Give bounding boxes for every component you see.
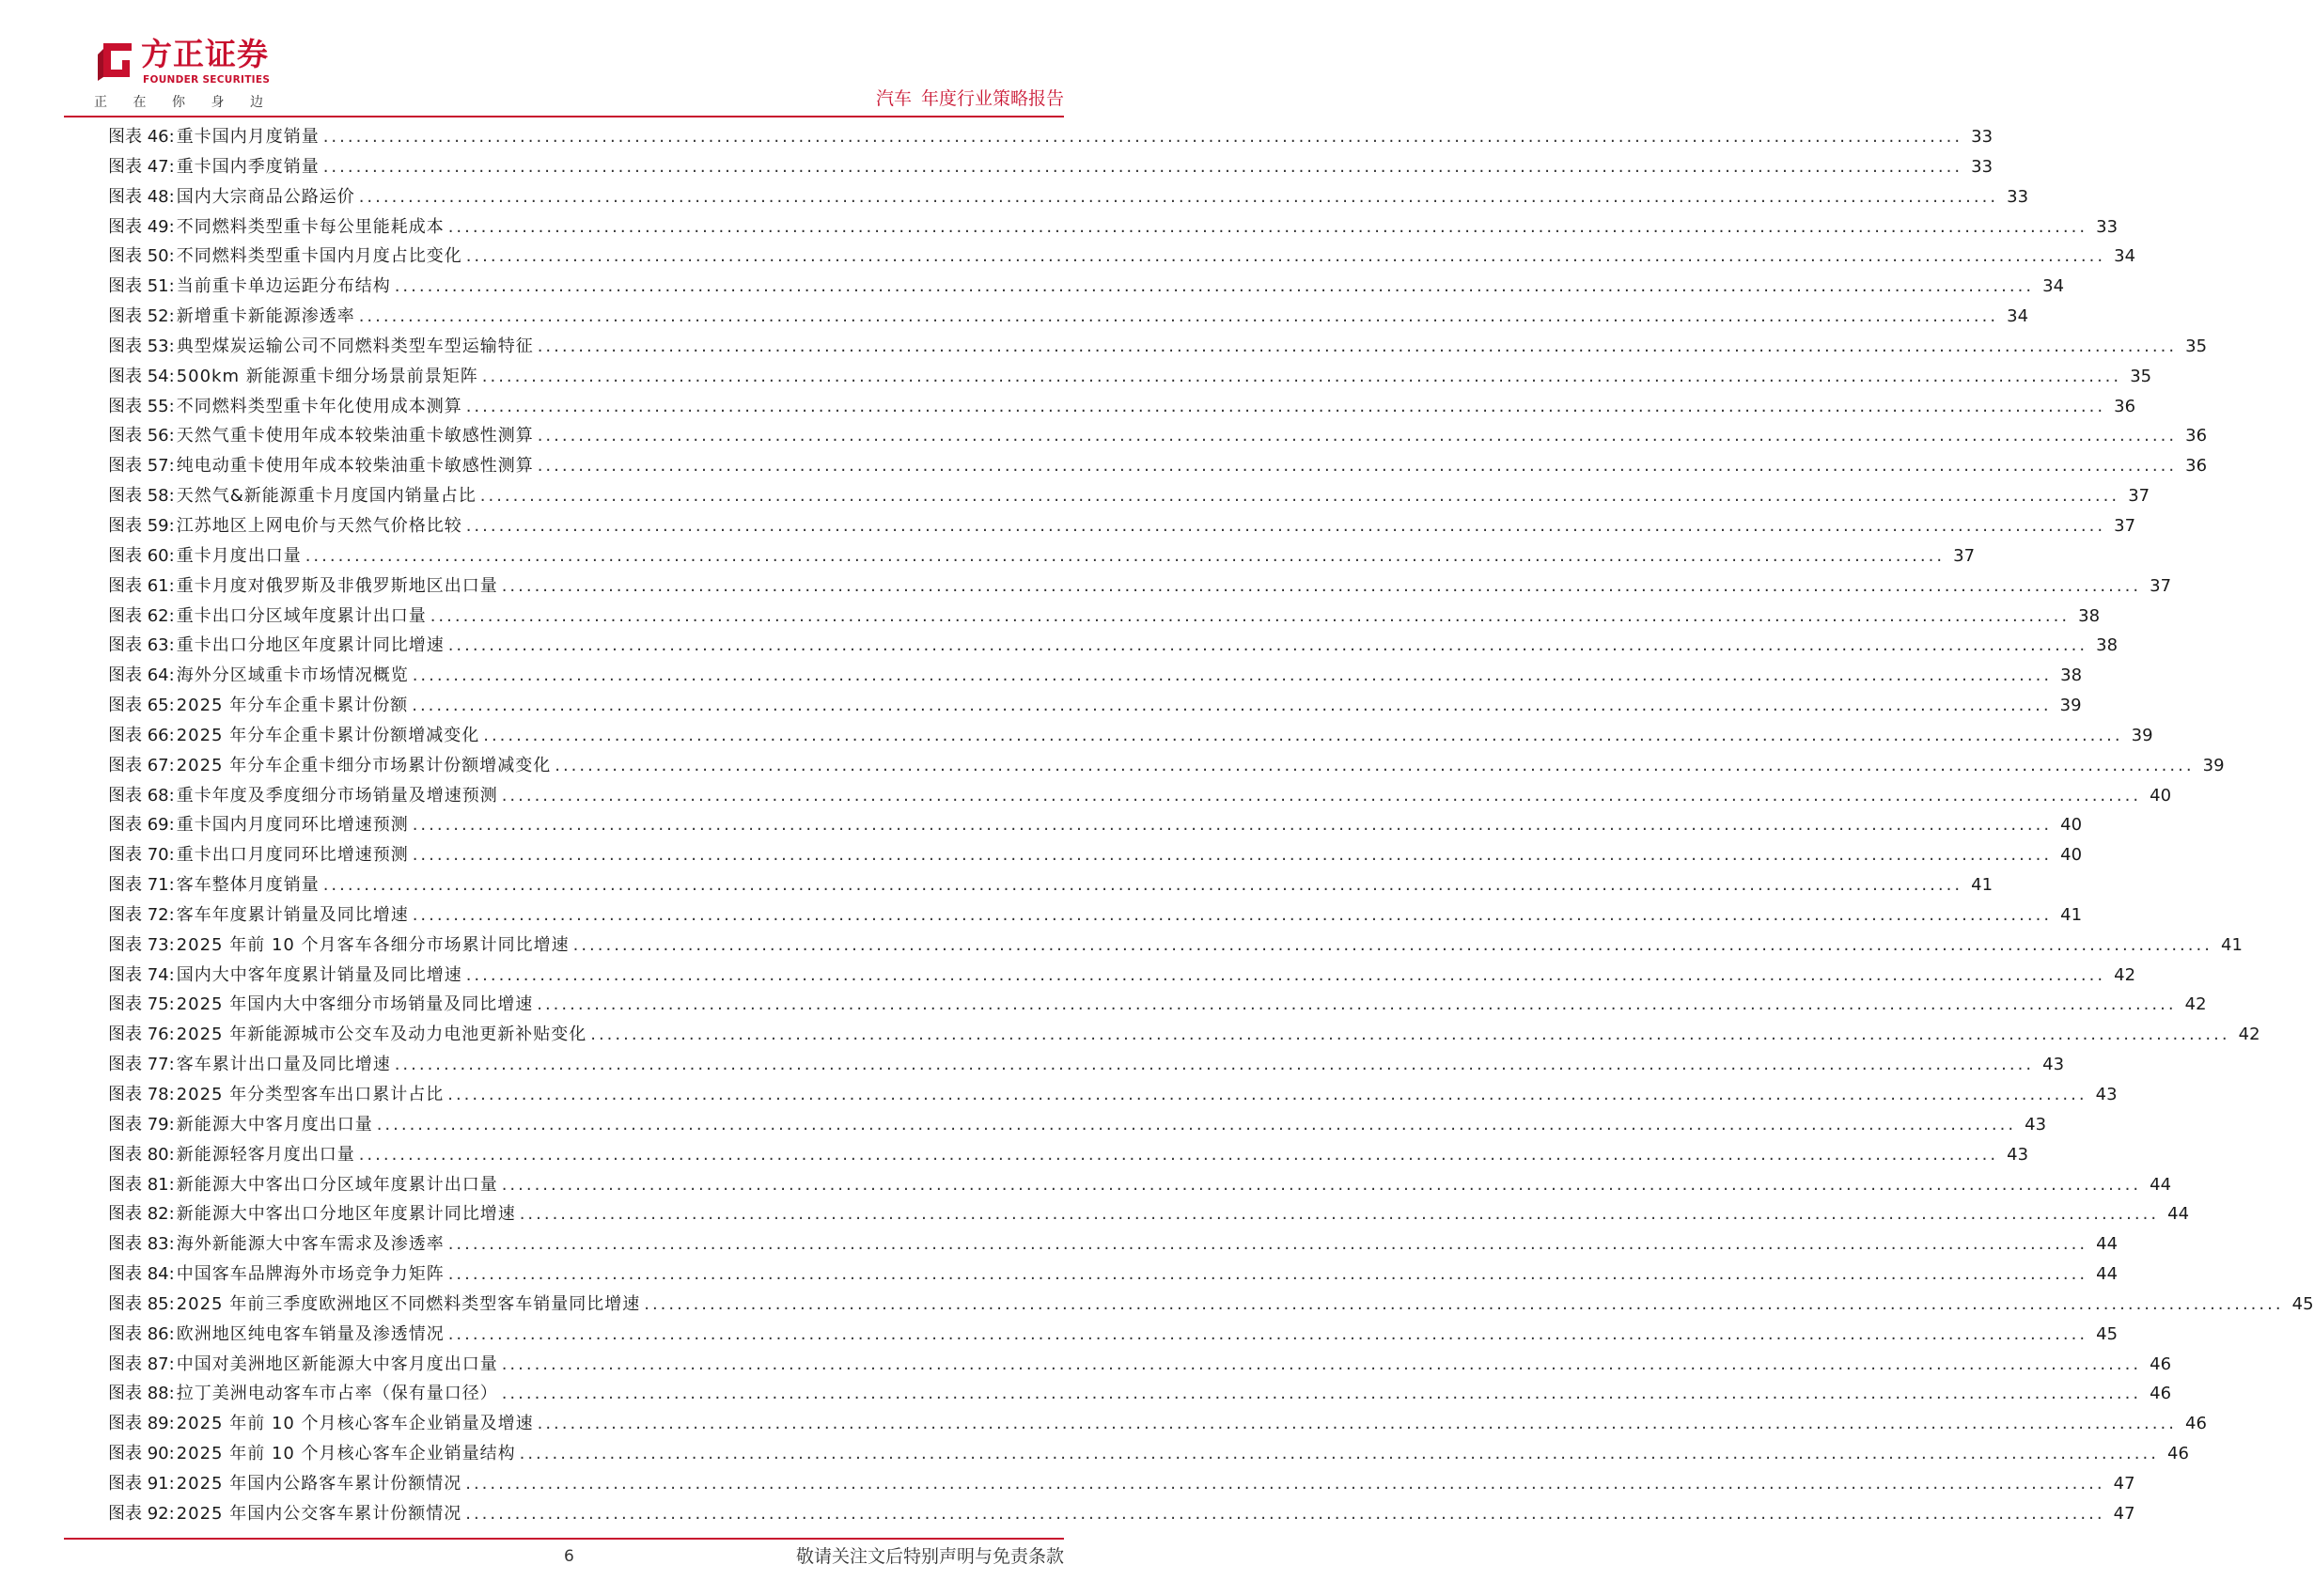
toc-entry-label: 图表 70: xyxy=(108,845,175,866)
toc-entry[interactable] xyxy=(108,1080,2118,1110)
toc-entry-title: 2025 年分车企重卡细分市场累计份额增减变化 xyxy=(176,755,552,775)
toc-entry-title: 客车整体月度销量 xyxy=(176,875,320,896)
toc-entry[interactable] xyxy=(108,631,2119,661)
toc-entry-page: 42 xyxy=(2184,994,2207,1015)
toc-entry-page: 46 xyxy=(2150,1384,2172,1404)
toc-leader-dots: ........................................................................................................................................................................................................ xyxy=(447,1264,2088,1285)
toc-leader-dots: ........................................................................................................................................................................................................ xyxy=(447,1234,2088,1255)
toc-entry[interactable] xyxy=(108,1020,2260,1050)
toc-leader-dots: ........................................................................................................................................................................................................ xyxy=(412,696,2052,716)
toc-entry-label: 图表 61: xyxy=(108,575,175,596)
toc-entry[interactable] xyxy=(108,810,2083,840)
toc-entry-page: 39 xyxy=(2131,725,2153,745)
toc-leader-dots: ........................................................................................................................................................................................................ xyxy=(519,1444,2159,1464)
toc-entry-title: 500km 新能源重卡细分场景前景矩阵 xyxy=(176,366,478,386)
slogan-char: 身 xyxy=(211,95,225,110)
toc-entry-title: 中国对美洲地区新能源大中客月度出口量 xyxy=(176,1353,498,1374)
toc-leader-dots: ........................................................................................................................................................................................................ xyxy=(465,1503,2105,1524)
toc-entry-page: 41 xyxy=(2221,934,2243,955)
toc-entry-title: 2025 年国内公交客车累计份额情况 xyxy=(176,1503,462,1524)
toc-entry[interactable] xyxy=(108,421,2208,451)
toc-entry-page: 40 xyxy=(2150,785,2172,806)
toc-entry-title: 重卡国内月度同环比增速预测 xyxy=(176,815,409,836)
toc-entry-title: 国内大中客年度累计销量及同比增速 xyxy=(176,964,462,985)
toc-entry-title: 当前重卡单边运距分布结构 xyxy=(176,276,391,297)
toc-entry-page: 43 xyxy=(2095,1085,2118,1104)
toc-entry-page: 43 xyxy=(2042,1055,2065,1075)
toc-entry-page: 36 xyxy=(2185,456,2208,477)
page-number: 6 xyxy=(564,1547,574,1566)
toc-entry-label: 图表 51: xyxy=(108,276,175,297)
toc-entry[interactable] xyxy=(108,1290,2314,1320)
toc-entry-title: 客车年度累计销量及同比增速 xyxy=(176,904,409,925)
toc-entry-label: 图表 80: xyxy=(108,1144,175,1165)
toc-entry-page: 47 xyxy=(2113,1503,2135,1524)
toc-entry-title: 2025 年分类型客车出口累计占比 xyxy=(176,1085,445,1104)
toc-entry-label: 图表 58: xyxy=(108,486,175,507)
slogan-char: 在 xyxy=(133,95,147,110)
toc-leader-dots: ........................................................................................................................................................................................................ xyxy=(537,336,2178,356)
toc-entry[interactable] xyxy=(108,1439,2189,1469)
toc-leader-dots: ........................................................................................................................................................................................................ xyxy=(322,156,1963,177)
toc-leader-dots: ........................................................................................................................................................................................................ xyxy=(501,575,2142,596)
toc-leader-dots: ........................................................................................................................................................................................................ xyxy=(394,276,2035,297)
report-type-label: 年度行业策略报告 xyxy=(920,88,1064,109)
toc-entry-page: 44 xyxy=(2096,1264,2119,1285)
toc-entry-page: 44 xyxy=(2167,1204,2190,1225)
toc-leader-dots: ........................................................................................................................................................................................................ xyxy=(501,785,2142,806)
toc-entry-page: 33 xyxy=(2096,216,2119,237)
toc-entry-label: 图表 71: xyxy=(108,875,175,896)
toc-entry[interactable] xyxy=(108,961,2136,991)
toc-leader-dots: ........................................................................................................................................................................................................ xyxy=(572,934,2212,955)
toc-entry-label: 图表 73: xyxy=(108,934,175,955)
toc-leader-dots: ........................................................................................................................................................................................................ xyxy=(376,1114,2017,1134)
toc-entry-page: 42 xyxy=(2114,964,2136,985)
toc-leader-dots: ........................................................................................................................................................................................................ xyxy=(447,1085,2087,1104)
toc-leader-dots: ........................................................................................................................................................................................................ xyxy=(358,306,1999,327)
toc-entry[interactable] xyxy=(108,1350,2172,1380)
toc-entry[interactable] xyxy=(108,1499,2135,1529)
toc-entry[interactable] xyxy=(108,1050,2065,1080)
toc-entry-page: 41 xyxy=(1971,875,1993,896)
toc-entry-label: 图表 78: xyxy=(108,1085,175,1104)
toc-entry-title: 2025 年国内大中客细分市场销量及同比增速 xyxy=(176,994,534,1015)
toc-entry[interactable] xyxy=(108,272,2065,302)
toc-leader-dots: ........................................................................................................................................................................................................ xyxy=(465,246,2106,267)
toc-entry-label: 图表 54: xyxy=(108,366,175,386)
toc-entry[interactable] xyxy=(108,511,2136,541)
toc-entry-page: 38 xyxy=(2060,665,2083,686)
toc-entry-page: 41 xyxy=(2060,904,2083,925)
footer-divider xyxy=(64,1538,1064,1540)
toc-entry-label: 图表 91: xyxy=(108,1473,175,1494)
toc-entry-title: 新能源大中客出口分地区年度累计同比增速 xyxy=(176,1204,516,1225)
toc-entry-page: 43 xyxy=(2025,1114,2047,1134)
toc-entry-page: 37 xyxy=(2128,486,2150,507)
toc-entry-label: 图表 52: xyxy=(108,306,175,327)
toc-entry-title: 重卡出口月度同环比增速预测 xyxy=(176,845,409,866)
toc-entry-title: 2025 年国内公路客车累计份额情况 xyxy=(176,1473,462,1494)
toc-entry-label: 图表 89: xyxy=(108,1414,175,1434)
slogan-char: 你 xyxy=(172,95,185,110)
toc-leader-dots: ........................................................................................................................................................................................................ xyxy=(483,725,2123,745)
toc-entry-title: 重卡国内月度销量 xyxy=(176,127,320,147)
page-header xyxy=(0,0,1128,122)
toc-entry-label: 图表 65: xyxy=(108,696,175,716)
toc-leader-dots: ........................................................................................................................................................................................................ xyxy=(447,216,2088,237)
toc-entry-page: 37 xyxy=(2150,575,2172,596)
toc-entry-label: 图表 49: xyxy=(108,216,175,237)
toc-entry[interactable] xyxy=(108,1379,2172,1409)
toc-entry-title: 重卡月度出口量 xyxy=(176,545,302,566)
toc-entry-label: 图表 72: xyxy=(108,904,175,925)
toc-entry-page: 40 xyxy=(2060,845,2083,866)
toc-entry-label: 图表 62: xyxy=(108,605,175,626)
toc-entry-title: 2025 年新能源城市公交车及动力电池更新补贴变化 xyxy=(176,1025,587,1045)
toc-entry-title: 拉丁美洲电动客车市占率（保有量口径） xyxy=(176,1384,498,1404)
toc-entry-page: 47 xyxy=(2113,1473,2135,1494)
toc-leader-dots: ........................................................................................................................................................................................................ xyxy=(322,127,1963,147)
slogan-char: 正 xyxy=(94,95,107,110)
toc-entry[interactable] xyxy=(108,392,2136,422)
toc-entry-title: 重卡出口分地区年度累计同比增速 xyxy=(176,635,445,656)
toc-leader-dots: ........................................................................................................................................................................................................ xyxy=(537,426,2178,446)
toc-entry-page: 36 xyxy=(2114,396,2136,416)
toc-entry-title: 海外分区域重卡市场情况概览 xyxy=(176,665,409,686)
founder-logo-icon xyxy=(94,38,137,83)
toc-leader-dots: ........................................................................................................................................................................................................ xyxy=(555,755,2195,775)
toc-entry-title: 天然气&新能源重卡月度国内销量占比 xyxy=(176,486,477,507)
toc-entry-label: 图表 47: xyxy=(108,156,175,177)
toc-entry-label: 图表 90: xyxy=(108,1444,175,1464)
toc-entry-title: 欧洲地区纯电客车销量及渗透情况 xyxy=(176,1323,445,1344)
toc-entry[interactable] xyxy=(108,840,2083,870)
toc-entry-page: 33 xyxy=(1971,127,1993,147)
toc-leader-dots: ........................................................................................................................................................................................................ xyxy=(358,186,1999,207)
toc-leader-dots: ........................................................................................................................................................................................................ xyxy=(430,605,2071,626)
toc-entry[interactable] xyxy=(108,721,2153,751)
toc-entry-label: 图表 55: xyxy=(108,396,175,416)
toc-entry-label: 图表 84: xyxy=(108,1264,175,1285)
toc-entry-label: 图表 46: xyxy=(108,127,175,147)
toc-leader-dots: ........................................................................................................................................................................................................ xyxy=(358,1144,1999,1165)
toc-entry[interactable] xyxy=(108,212,2119,243)
toc-entry[interactable] xyxy=(108,661,2083,691)
toc-entry-page: 39 xyxy=(2059,696,2082,716)
toc-entry-label: 图表 81: xyxy=(108,1174,175,1195)
table-of-figures xyxy=(108,122,2314,1529)
toc-entry-title: 重卡年度及季度细分市场销量及增速预测 xyxy=(176,785,498,806)
toc-entry-label: 图表 57: xyxy=(108,456,175,477)
toc-entry-title: 重卡出口分区域年度累计出口量 xyxy=(176,605,427,626)
toc-entry-label: 图表 86: xyxy=(108,1323,175,1344)
toc-entry[interactable] xyxy=(108,900,2083,931)
toc-leader-dots: ........................................................................................................................................................................................................ xyxy=(501,1384,2142,1404)
toc-entry[interactable] xyxy=(108,931,2243,961)
toc-entry-label: 图表 59: xyxy=(108,515,175,536)
disclaimer-note: 敬请关注文后特别声明与免责条款 xyxy=(795,1546,1064,1567)
toc-entry-title: 2025 年前 10 个月客车各细分市场累计同比增速 xyxy=(176,934,570,955)
toc-entry-page: 38 xyxy=(2096,635,2119,656)
toc-leader-dots: ........................................................................................................................................................................................................ xyxy=(465,515,2106,536)
toc-entry-label: 图表 56: xyxy=(108,426,175,446)
toc-entry-page: 38 xyxy=(2078,605,2101,626)
toc-entry-label: 图表 64: xyxy=(108,665,175,686)
toc-entry[interactable] xyxy=(108,332,2208,362)
toc-leader-dots: ........................................................................................................................................................................................................ xyxy=(447,1323,2088,1344)
toc-entry-label: 图表 53: xyxy=(108,336,175,356)
toc-entry[interactable] xyxy=(108,1110,2047,1140)
toc-leader-dots: ........................................................................................................................................................................................................ xyxy=(394,1055,2035,1075)
toc-entry[interactable] xyxy=(108,1320,2119,1350)
toc-entry-label: 图表 67: xyxy=(108,755,175,775)
toc-entry-title: 不同燃料类型重卡每公里能耗成本 xyxy=(176,216,445,237)
toc-entry-label: 图表 88: xyxy=(108,1384,175,1404)
toc-entry-title: 天然气重卡使用年成本较柴油重卡敏感性测算 xyxy=(176,426,534,446)
toc-entry-page: 37 xyxy=(2114,515,2136,536)
toc-leader-dots: ........................................................................................................................................................................................................ xyxy=(590,1025,2230,1045)
toc-entry[interactable] xyxy=(108,362,2152,392)
toc-leader-dots: ........................................................................................................................................................................................................ xyxy=(412,845,2053,866)
toc-entry[interactable] xyxy=(108,1140,2029,1170)
toc-entry-page: 42 xyxy=(2238,1025,2260,1045)
toc-entry-title: 新能源轻客月度出口量 xyxy=(176,1144,355,1165)
toc-entry-page: 33 xyxy=(1971,156,1993,177)
toc-entry-title: 2025 年前 10 个月核心客车企业销量及增速 xyxy=(176,1414,534,1434)
toc-entry-title: 不同燃料类型重卡国内月度占比变化 xyxy=(176,246,462,267)
toc-entry-title: 纯电动重卡使用年成本较柴油重卡敏感性测算 xyxy=(176,456,534,477)
toc-entry[interactable] xyxy=(108,781,2172,811)
toc-entry-title: 客车累计出口量及同比增速 xyxy=(176,1055,391,1075)
logo-english-name: FOUNDER SECURITIES xyxy=(143,74,271,86)
logo-chinese-name: 方正证券 xyxy=(141,36,269,72)
toc-entry[interactable] xyxy=(108,1409,2207,1439)
toc-entry[interactable] xyxy=(108,541,1976,571)
toc-leader-dots: ........................................................................................................................................................................................................ xyxy=(537,994,2177,1015)
toc-leader-dots: ........................................................................................................................................................................................................ xyxy=(412,904,2053,925)
toc-entry-title: 2025 年分车企重卡累计份额 xyxy=(176,696,409,716)
toc-entry-page: 43 xyxy=(2007,1144,2029,1165)
toc-leader-dots: ........................................................................................................................................................................................................ xyxy=(465,964,2106,985)
toc-entry[interactable] xyxy=(108,1170,2172,1200)
toc-entry-title: 江苏地区上网电价与天然气价格比较 xyxy=(176,515,462,536)
toc-leader-dots: ........................................................................................................................................................................................................ xyxy=(501,1353,2142,1374)
toc-entry[interactable] xyxy=(108,122,1993,152)
toc-entry[interactable] xyxy=(108,751,2225,781)
toc-entry-page: 40 xyxy=(2060,815,2083,836)
toc-entry-page: 39 xyxy=(2202,755,2225,775)
toc-entry-label: 图表 77: xyxy=(108,1055,175,1075)
toc-entry-label: 图表 92: xyxy=(108,1503,175,1524)
toc-entry-page: 33 xyxy=(2007,186,2029,207)
toc-entry-page: 45 xyxy=(2096,1323,2119,1344)
toc-entry[interactable] xyxy=(108,602,2101,632)
report-type xyxy=(876,87,1064,110)
toc-leader-dots: ........................................................................................................................................................................................................ xyxy=(537,1414,2177,1434)
toc-entry-page: 34 xyxy=(2042,276,2065,297)
slogan-char: 边 xyxy=(250,95,263,110)
toc-leader-dots: ........................................................................................................................................................................................................ xyxy=(519,1204,2160,1225)
toc-entry[interactable] xyxy=(108,242,2136,272)
toc-entry[interactable] xyxy=(108,302,2029,332)
toc-leader-dots: ........................................................................................................................................................................................................ xyxy=(537,456,2178,477)
toc-entry[interactable] xyxy=(108,990,2207,1020)
toc-entry-page: 34 xyxy=(2114,246,2136,267)
toc-entry[interactable] xyxy=(108,451,2208,481)
toc-leader-dots: ........................................................................................................................................................................................................ xyxy=(465,396,2106,416)
toc-entry-label: 图表 69: xyxy=(108,815,175,836)
toc-leader-dots: ........................................................................................................................................................................................................ xyxy=(644,1293,2284,1314)
toc-entry-label: 图表 76: xyxy=(108,1025,175,1045)
toc-entry-page: 44 xyxy=(2096,1234,2119,1255)
toc-entry-label: 图表 60: xyxy=(108,545,175,566)
toc-leader-dots: ........................................................................................................................................................................................................ xyxy=(305,545,1946,566)
toc-entry-title: 国内大宗商品公路运价 xyxy=(176,186,355,207)
report-category: 汽车 xyxy=(875,88,912,109)
toc-entry-label: 图表 75: xyxy=(108,994,175,1015)
toc-entry-page: 36 xyxy=(2185,426,2208,446)
toc-leader-dots: ........................................................................................................................................................................................................ xyxy=(412,815,2053,836)
toc-entry[interactable] xyxy=(108,1260,2119,1290)
toc-entry-title: 2025 年分车企重卡累计份额增减变化 xyxy=(176,725,480,745)
toc-entry-page: 44 xyxy=(2150,1174,2172,1195)
toc-entry-page: 35 xyxy=(2185,336,2208,356)
toc-entry[interactable] xyxy=(108,1469,2135,1499)
toc-entry-title: 新能源大中客月度出口量 xyxy=(176,1114,373,1134)
toc-entry[interactable] xyxy=(108,1199,2190,1229)
toc-leader-dots: ........................................................................................................................................................................................................ xyxy=(481,366,2122,386)
slogan xyxy=(94,94,263,111)
toc-entry-title: 新能源大中客出口分区域年度累计出口量 xyxy=(176,1174,498,1195)
toc-entry[interactable] xyxy=(108,1229,2119,1260)
toc-entry-label: 图表 50: xyxy=(108,246,175,267)
toc-entry-title: 典型煤炭运输公司不同燃料类型车型运输特征 xyxy=(176,336,534,356)
toc-entry[interactable] xyxy=(108,152,1993,182)
toc-entry-page: 37 xyxy=(1953,545,1976,566)
toc-entry-title: 重卡国内季度销量 xyxy=(176,156,320,177)
toc-leader-dots: ........................................................................................................................................................................................................ xyxy=(501,1174,2142,1195)
toc-entry-label: 图表 82: xyxy=(108,1204,175,1225)
toc-entry-title: 海外新能源大中客车需求及渗透率 xyxy=(176,1234,445,1255)
toc-entry-label: 图表 68: xyxy=(108,785,175,806)
toc-entry[interactable] xyxy=(108,691,2082,721)
toc-entry-label: 图表 79: xyxy=(108,1114,175,1134)
toc-leader-dots: ........................................................................................................................................................................................................ xyxy=(479,486,2120,507)
toc-entry-page: 46 xyxy=(2185,1414,2207,1434)
toc-entry-page: 35 xyxy=(2130,366,2152,386)
toc-entry-label: 图表 74: xyxy=(108,964,175,985)
toc-entry-page: 46 xyxy=(2150,1353,2172,1374)
toc-entry-label: 图表 83: xyxy=(108,1234,175,1255)
toc-entry-label: 图表 63: xyxy=(108,635,175,656)
toc-entry-title: 不同燃料类型重卡年化使用成本测算 xyxy=(176,396,462,416)
toc-entry-title: 2025 年前 10 个月核心客车企业销量结构 xyxy=(176,1444,516,1464)
toc-leader-dots: ........................................................................................................................................................................................................ xyxy=(447,635,2088,656)
header-divider xyxy=(64,116,1064,117)
toc-entry-label: 图表 48: xyxy=(108,186,175,207)
toc-entry-label: 图表 85: xyxy=(108,1293,175,1314)
toc-entry-title: 中国客车品牌海外市场竞争力矩阵 xyxy=(176,1264,445,1285)
toc-entry-page: 46 xyxy=(2167,1444,2189,1464)
toc-entry-title: 重卡月度对俄罗斯及非俄罗斯地区出口量 xyxy=(176,575,498,596)
toc-leader-dots: ........................................................................................................................................................................................................ xyxy=(322,875,1963,896)
toc-entry-label: 图表 87: xyxy=(108,1353,175,1374)
toc-entry[interactable] xyxy=(108,481,2150,511)
toc-entry-title: 2025 年前三季度欧洲地区不同燃料类型客车销量同比增速 xyxy=(176,1293,641,1314)
toc-entry-label: 图表 66: xyxy=(108,725,175,745)
toc-leader-dots: ........................................................................................................................................................................................................ xyxy=(412,665,2053,686)
toc-entry[interactable] xyxy=(108,571,2172,602)
toc-entry-title: 新增重卡新能源渗透率 xyxy=(176,306,355,327)
toc-leader-dots: ........................................................................................................................................................................................................ xyxy=(465,1473,2105,1494)
toc-entry-page: 34 xyxy=(2007,306,2029,327)
toc-entry[interactable] xyxy=(108,870,1993,900)
toc-entry-page: 45 xyxy=(2291,1293,2314,1314)
toc-entry[interactable] xyxy=(108,182,2029,212)
